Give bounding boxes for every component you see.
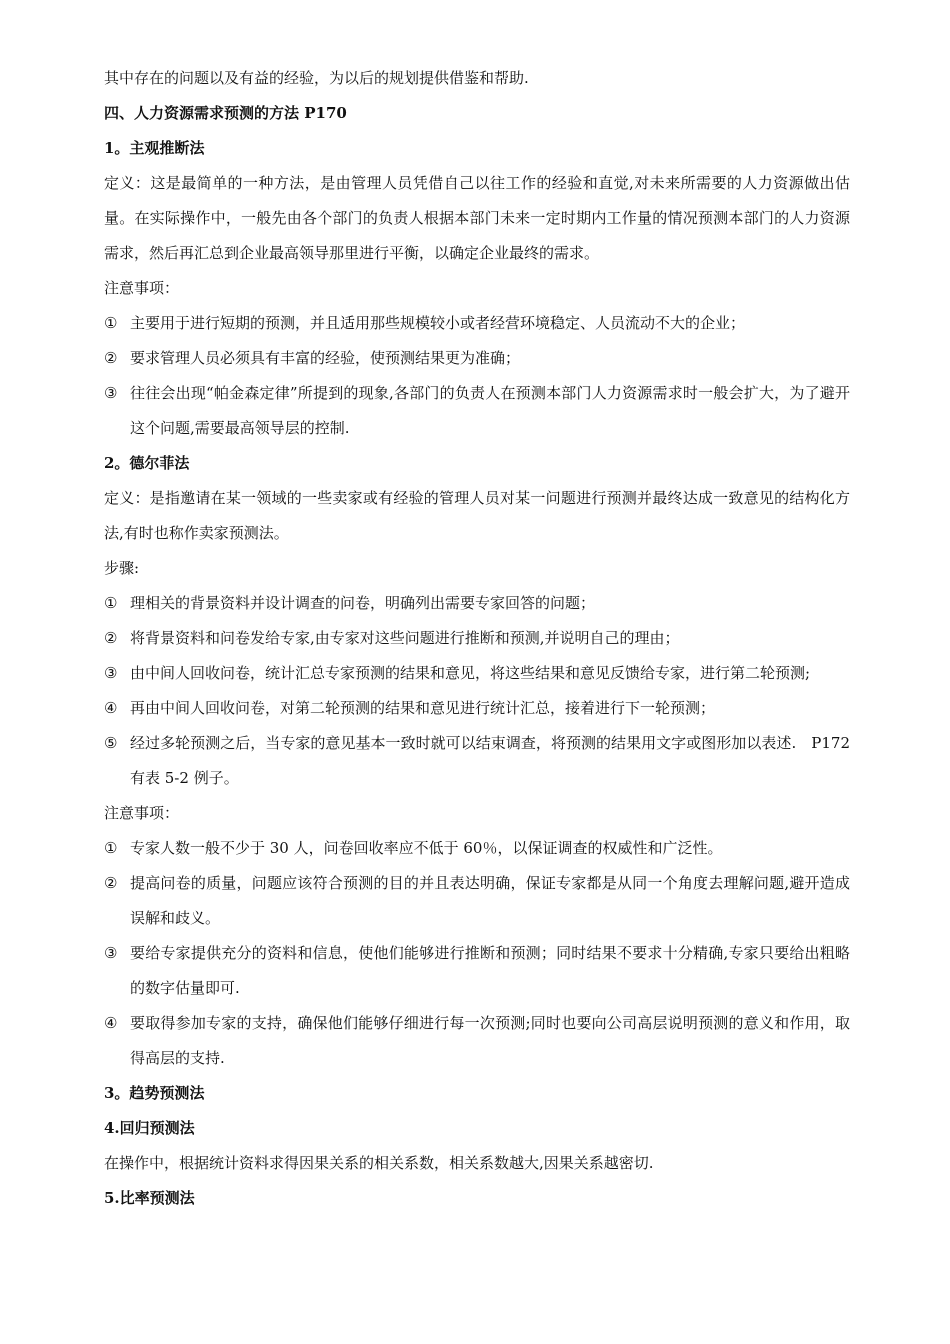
list-item — [104, 726, 850, 796]
list-item — [104, 1006, 850, 1076]
list-item-text: 提高问卷的质量，问题应该符合预测的目的并且表达明确，保证专家都是从同一个角度去理解问题,避开造成误解和歧义。 — [130, 874, 850, 927]
method-title: 1。主观推断法 — [104, 139, 205, 157]
list-item-text: 将背景资料和问卷发给专家,由专家对这些问题进行推断和预测,并说明自己的理由； — [130, 629, 680, 647]
list-item-text: 主要用于进行短期的预测，并且适用那些规模较小或者经营环境稳定、人员流动不大的企业； — [130, 314, 746, 332]
method-definition: 定义：是指邀请在某一领域的一些卖家或有经验的管理人员对某一问题进行预测并最终达成一致意见的结构化方法,有时也称作卖家预测法。 — [104, 489, 850, 542]
method-title: 2。德尔菲法 — [104, 454, 190, 472]
method-definition: 定义：这是最简单的一种方法，是由管理人员凭借自己以往工作的经验和直觉,对未来所需要的人力资源做出估量。在实际操作中，一般先由各个部门的负责人根据本部门未来一定时期内工作量的情况预测本部门的人力资源需求，然后再汇总到企业最高领导那里进行平衡，以确定企业最终的需求。 — [104, 174, 850, 262]
list-marker: ⑤ — [104, 734, 118, 752]
method-title: 4.回归预测法 — [104, 1119, 195, 1137]
list-item — [104, 621, 850, 656]
list-item — [104, 376, 850, 446]
list-marker: ① — [104, 839, 118, 857]
list-marker: ② — [104, 629, 118, 647]
notes-label: 注意事项： — [104, 279, 180, 297]
method-title: 3。趋势预测法 — [104, 1084, 205, 1102]
list-item-text: 专家人数一般不少于 30 人，问卷回收率应不低于 60％，以保证调查的权威性和广泛性。 — [130, 839, 723, 857]
list-item-text: 要取得参加专家的支持，确保他们能够仔细进行每一次预测;同时也要向公司高层说明预测的意义和作用，取得高层的支持. — [130, 1014, 850, 1067]
list-item-text: 往往会出现“帕金森定律”所提到的现象,各部门的负责人在预测本部门人力资源需求时一般会扩大，为了避开这个问题,需要最高领导层的控制. — [130, 384, 850, 437]
list-marker: ④ — [104, 1014, 118, 1032]
list-item-text: 经过多轮预测之后，当专家的意见基本一致时就可以结束调查，将预测的结果用文字或图形加以表述. P172 有表 5-2 例子。 — [130, 734, 850, 787]
list-marker: ③ — [104, 384, 118, 402]
list-item — [104, 341, 850, 376]
list-item-text: 再由中间人回收问卷，对第二轮预测的结果和意见进行统计汇总，接着进行下一轮预测； — [130, 699, 716, 717]
list-marker: ② — [104, 349, 118, 367]
list-item-text: 理相关的背景资料并设计调查的问卷，明确列出需要专家回答的问题； — [130, 594, 596, 612]
method-definition: 在操作中，根据统计资料求得因果关系的相关系数，相关系数越大,因果关系越密切. — [104, 1154, 654, 1172]
list-marker: ② — [104, 874, 118, 892]
list-item — [104, 586, 850, 621]
list-marker: ① — [104, 314, 118, 332]
list-marker: ③ — [104, 944, 118, 962]
list-item — [104, 831, 850, 866]
list-item-text: 要给专家提供充分的资料和信息，使他们能够进行推断和预测；同时结果不要求十分精确,专家只要给出粗略的数字估量即可. — [130, 944, 850, 997]
list-item — [104, 656, 850, 691]
list-item — [104, 936, 850, 1006]
section-title: 四、人力资源需求预测的方法 P170 — [104, 104, 347, 122]
list-marker: ④ — [104, 699, 118, 717]
intro-text: 其中存在的问题以及有益的经验，为以后的规划提供借鉴和帮助. — [104, 69, 529, 87]
list-item — [104, 691, 850, 726]
notes-label: 注意事项： — [104, 804, 180, 822]
list-item — [104, 866, 850, 936]
method-title: 5.比率预测法 — [104, 1189, 195, 1207]
list-item-text: 要求管理人员必须具有丰富的经验，使预测结果更为准确； — [130, 349, 521, 367]
list-item — [104, 306, 850, 341]
list-marker: ③ — [104, 664, 118, 682]
list-item-text: 由中间人回收问卷，统计汇总专家预测的结果和意见，将这些结果和意见反馈给专家，进行第二轮预测; — [130, 664, 811, 682]
steps-label: 步骤: — [104, 559, 140, 577]
list-marker: ① — [104, 594, 118, 612]
